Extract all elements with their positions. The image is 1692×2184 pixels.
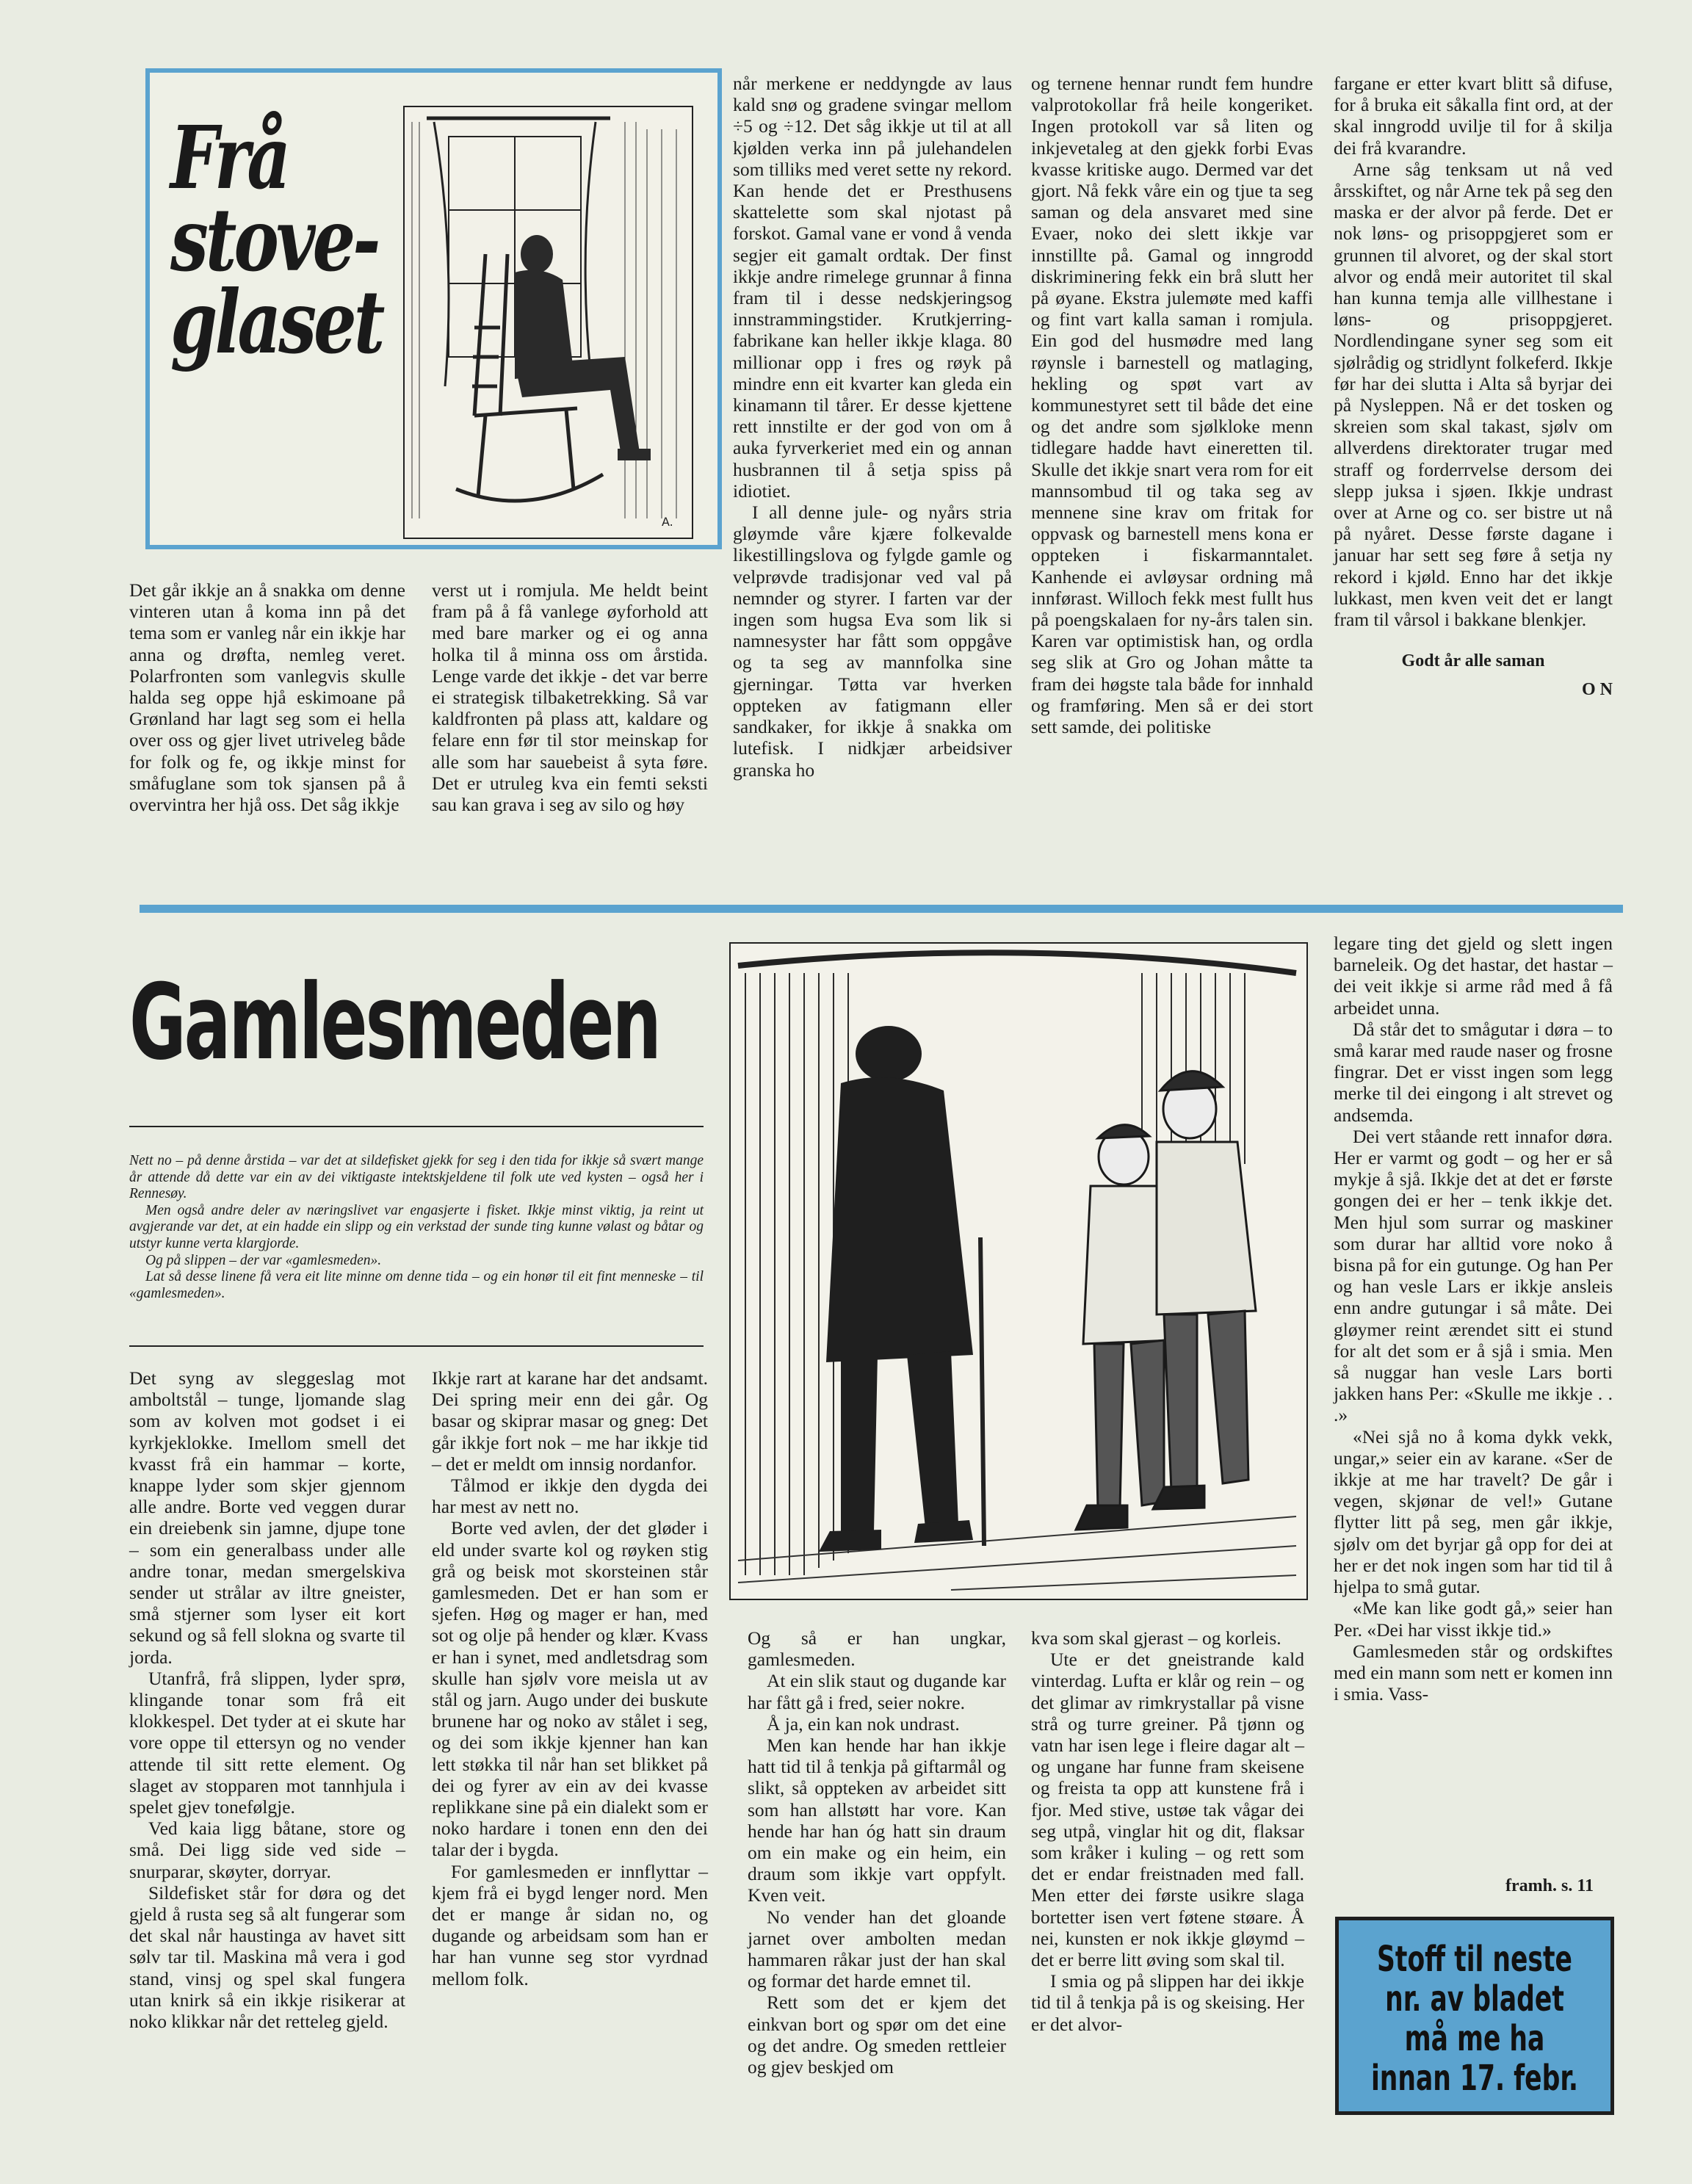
top-col-3 xyxy=(733,73,1012,781)
paragraph: «Nei sjå no å koma dykk vekk, ungar,» seier ein av karane. «Ser de ikkje at me har travelt? De går i vegen, skjønar de vel!» Gutane flytter litt på seg, men går ikkje, sjølv om det byrjar gå opp for dei at her er det nok ingen som har tid til å hjelpa to små gutar. xyxy=(1334,1425,1613,1598)
paragraph: Dei vert ståande rett innafor døra. Her er varmt og godt – og her er så mykje å sjå. Ikkje det at det er første gongen dei er her – tenk ikkje det. Men hjul som surrar og maskiner som durar har alltid vore noko å bisna på for ein gutunge. Og han Per og han vesle Lars er ikkje ansleis enn andre gutungar i så måte. Dei gløymer reint ærendet sitt ei stund for alt det som er å sjå i smia. Men så nuggar han vesle Lars borti jakken hans Per: «Skulle me ikkje . . .» xyxy=(1334,1125,1613,1426)
paragraph: Arne såg tenksam ut nå ved årsskiftet, og når Arne tek på seg den maska er der alvor på ferde. Det er nok løns- og prisoppgjeret som er grunnen til alvoret, og der skal stort alvor og endå meir autoritet til skal han kunna temja alle villhestane i løns- og prisoppgjeret. Nordlendingane syner seg som eit sjølrådig og stridlynt folkeferd. Ikkje før har dei slutta i Alta så byrjar dei på Nysleppen. Nå er det tosken og skreien som skal takast, sjølv om allverdens direktorater trugar med straff og forderrvelse dersom dei slepp juksa i sjøen. Ikkje undrast over at Arne og co. ser bistre ut nå på nyåret. Desse første dagane i januar har sett seg føre å setja ny rekord i kjøld. Enno har det ikkje lukkast, men kven veit det er langt fram til vårsol i bakkane blenkjer. xyxy=(1334,158,1613,631)
paragraph: I smia og på slippen har dei ikkje tid til å tenkja på is og skeising. Her er det alvor- xyxy=(1031,1970,1304,2035)
paragraph: «Me kan like godt gå,» seier han Per. «Dei har visst ikkje tid.» xyxy=(1334,1597,1613,1641)
continued-note: framh. s. 11 xyxy=(1505,1876,1594,1895)
paragraph: Rett som det er kjem det einkvan bort og spør om det eine og det andre. Og smeden rettleier og gjev beskjed om xyxy=(748,1992,1006,2078)
title-line-3: glaset xyxy=(170,271,383,373)
paragraph: Men kan hende har han ikkje hatt tid til å tenkja på giftarmål og slikt, så oppteken av arbeidet sitt som han allstøtt har vore. Kan hende har han óg hatt sin draum om ein make og ein heim, ein draum som ikkje vart oppfylt. Kven veit. xyxy=(748,1735,1006,1906)
intro-line: Nett no – på denne årstida – var det at sildefisket gjekk for seg i den tida for ikkje så svært mange år attende då dette var ein av dei viktigaste intektskjeldene til folk ute ved kysten – også her i Rennesøy. xyxy=(129,1153,704,1202)
bottom-col-5 xyxy=(1334,933,1613,1704)
paragraph: I all denne jule- og nyårs stria gløymde våre kjære folkevalde likestillingslova og fylgde gamle og velprøvde tradisjonar ved val på nemnder og styrer. I farten var der ingen som hugsa Eva som lik si namnesyster har fått som oppgåve og ta seg av mannfolka sine gjerningar. Tøtta var hverken oppteken av fatigmann eller sandkaker, for ikkje å snakka om lutefisk. I nidkjær arbeidsiver granska ho xyxy=(733,502,1012,781)
article-title-gamlesmeden: Gamlesmeden xyxy=(129,962,659,1083)
paragraph: verst ut i romjula. Me heldt beint fram på å få vanlege øyforhold att med bare marker og ei og anna holka til å minna oss om årstida. Lenge varde det ikkje - det var berre ei strategisk tilbaketrekking. Så var kaldfronten på plass att, kaldare og felare enn før til stor meinskap for alle som har sauebeist å syta føre. Det er utruleg kva ein femti seksti sau kan grava i seg av silo og høy xyxy=(432,579,708,816)
title-box xyxy=(145,68,722,549)
intro-bottom-rule xyxy=(129,1345,704,1347)
title-line-1: Frå xyxy=(170,106,289,209)
article-title-fra-stoveglaset xyxy=(170,106,383,373)
notice-line: må me ha xyxy=(1404,2018,1545,2059)
paragraph: Sildefisket står for døra og det gjeld å rusta seg så alt fungerar som det skal når haustinga av havet sitt sølv tar til. Maskina må vera i god stand, vinsj og spel skal fungera utan knirk så ein ikkje risikerar at noko klikkar når det retteleg gjeld. xyxy=(129,1881,405,2033)
paragraph: fargane er etter kvart blitt så difuse, for å bruka eit såkalla fint ord, at der skal inngrodd uvilje til for å skilja dei frå kvarandre. xyxy=(1334,73,1613,159)
title-line-2: stove- xyxy=(170,189,378,291)
man-in-rocking-chair-illustration xyxy=(403,106,693,539)
bottom-col-3 xyxy=(748,1627,1006,2078)
paragraph: legare ting det gjeld og slett ingen barneleik. Og det hastar, det hastar – dei veit ikkje si arme råd med å få arbeidet unna. xyxy=(1334,933,1613,1019)
notice-line: Stoff til neste xyxy=(1377,1939,1572,1980)
notice-line: nr. av bladet xyxy=(1385,1978,1564,2020)
closing-greeting: Godt år alle saman xyxy=(1401,651,1545,671)
paragraph: Å ja, ein kan nok undrast. xyxy=(767,1713,960,1735)
paragraph: Ikkje rart at karane har det andsamt. Dei spring meir enn dei går. Og basar og skiprar masar og gneg: Det går ikkje fort nok – me har ikkje tid – det er meldt om innsig nordanfor. xyxy=(432,1367,708,1475)
top-col-4 xyxy=(1031,73,1313,737)
paragraph: Ved kaia ligg båtane, store og små. Dei ligg side ved side – snurparar, skøyter, dorryar. xyxy=(129,1818,405,1882)
section-divider xyxy=(140,905,1623,913)
notice-line: innan 17. febr. xyxy=(1370,2058,1579,2099)
paragraph: Utanfrå, frå slippen, lyder sprø, klingande tonar som frå eit klokkespel. Det tyder at ei skute har vore oppe til ettersyn og no vender attende til sitt rette element. Og slaget av stopparen mot tannhjula i spelet gjev tonefølgje. xyxy=(129,1667,405,1818)
paragraph: Det syng av sleggeslag mot amboltstål – tunge, ljomande slag som av kolven mot godset i ei kyrkjeklokke. Imellom smell det kvasst frå ein hammar – korte, knappe lyder som skjer gjennom alle andre. Borte ved veggen durar ein dreiebenk sin jamne, djupe tone – som ein generalbass under alle andre tonar, medan smergelskiva sender ut strålar av iltre gneister, små stjerner som lyser eit kort sekund og så fell slokna og svarte til jorda. xyxy=(129,1367,405,1668)
paragraph: Då står det to smågutar i døra – to små karar med raude naser og frosne fingrar. Det er visst ingen som legg merke til dei eingong i alt strevet og andsemda. xyxy=(1334,1018,1613,1126)
intro-line: Lat så desse linene få vera eit lite minne om denne tida – og ein honør til eit fint menneske – til «gamlesmeden». xyxy=(129,1269,704,1301)
paragraph: For gamlesmeden er innflyttar – kjem frå ei bygd lenger nord. Men det er mange år sidan no, og dugande og arbeidsam som han er har han vunne seg stor vyrdnad mellom folk. xyxy=(432,1860,708,1989)
paragraph: Og så er han ungkar, gamlesmeden. xyxy=(748,1627,1006,1671)
paragraph: Borte ved avlen, der det gløder i eld under svarte kol og røyken stig grå og beisk mot skorsteinen står gamlesmeden. Det er han som er sjefen. Høg og mager er han, med sot og olje på hender og klær. Kvass er han i synet, med andletsdrag som skulle han sjølv vore meisla ut av stål og jarn. Augo under dei buskute brunene har og noko av stålet i seg, og dei som ikkje kjenner han kan lett støkka til når han set blikket på dei og fyrer av ein av dei kvasse replikkane sine på ein dialekt som er noko hardare i tonen enn den dei talar der i bygda. xyxy=(432,1517,708,1861)
intro-line: Men også andre deler av næringslivet var engasjerte i fisket. Ikkje minst viktig, ja reint ut avgjerande var det, at ein hadde ein slipp og ein verkstad der sunde ting kunne vølast og båtar og utstyr kunne verta klargjorde. xyxy=(129,1202,704,1251)
author-initials: O N xyxy=(1582,680,1613,700)
bottom-col-2 xyxy=(432,1367,708,1989)
bottom-col-4 xyxy=(1031,1627,1304,2035)
paragraph: Gamlesmeden står og ordskiftes med ein mann som nett er komen inn i smia. Vass- xyxy=(1334,1640,1613,1705)
intro-top-rule xyxy=(129,1126,704,1127)
bottom-col-1 xyxy=(129,1367,405,2032)
top-col-5 xyxy=(1334,73,1613,701)
paragraph: Det går ikkje an å snakka om denne vinteren utan å koma inn på det tema som er vanleg når ein ikkje har anna og drøfta, nemleg veret. Polarfronten som vanlegvis skulle halda seg oppe hjå eskimoane på Grønland har lagt seg som ei hella over oss og gjer livet utriveleg både for folk og fe, og ikkje minst for småfuglane som tok sjansen på å overvintra her hjå oss. Det såg ikkje xyxy=(129,579,405,816)
svg-text:A.: A. xyxy=(662,515,673,529)
paragraph: når merkene er neddyngde av laus kald snø og gradene svingar mellom ÷5 og ÷12. Det såg ikkje ut til at all kjølden verka inn på julehandelen som tilliks med veret sette ny rekord. Kan hende det er Presthusens skattelette som skal njotast på forskot. Gamal vane er vond å venda segjer eit gamalt ordtak. Der finst ikkje andre rimelege grunnar å finna fram til i desse nedskjeringsog innstrammingstider. Krutkjerring-fabrikane kan heller ikkje klaga. 80 millionar opp i fres og røyk på mindre enn eit kvarter kan gleda ein kinamann til tårer. Er desse kjettene rett innstilte er der god von om å auka fyrverkeriet med ein og annan husbrannen til å setja spiss på idiotiet. xyxy=(733,73,1012,502)
intro-paragraph xyxy=(129,1153,704,1302)
paragraph: Tålmod er ikkje den dygda dei har mest av nett no. xyxy=(432,1475,708,1518)
notice-box xyxy=(1335,1917,1614,2115)
paragraph: At ein slik staut og dugande kar har fått gå i fred, seier nokre. xyxy=(748,1670,1006,1713)
paragraph: kva som skal gjerast – og korleis. xyxy=(1031,1627,1281,1649)
paragraph: No vender han det gloande jarnet over ambolten medan hammaren råkar just der han skal og formar det harde emnet til. xyxy=(748,1906,1006,1992)
paragraph: Ute er det gneistrande kald vinterdag. Lufta er klår og rein – og det glimar av rimkrystallar på visne strå og turre greiner. På tjønn og vatn har isen lege i fleire dagar alt – og ungane har funne fram skeisene og freista ta opp att kunstene frå i fjor. Med stive, ustøe tak vågar dei seg utpå, vinglar hit og dit, flaksar som kråker i kuling – og rett som det er endar freistnaden med fall. Men etter dei første usikre slaga bortetter isen vert føtene støare. Å nei, kunsten er nok ikkje gløymd – det er berre litt øving som skal til. xyxy=(1031,1649,1304,1971)
smith-and-boys-illustration xyxy=(729,942,1308,1600)
notice-text xyxy=(1366,1939,1583,2098)
top-col-1 xyxy=(129,579,405,815)
rocking-chair-icon xyxy=(405,107,692,538)
intro-line: Og på slippen – der var «gamlesmeden». xyxy=(145,1252,382,1268)
paragraph: og ternene hennar rundt fem hundre valprotokollar frå heile kongeriket. Ingen protokoll var så liten og inkjevetaleg at den gjekk forbi Evas kvasse kritiske augo. Dermed var det gjort. Nå fekk våre ein og tjue ta seg saman og dela ansvaret med sine Evaer, noko dei slett ikkje var innstillte på. Gamal og inngrodd diskriminering fekk ein brå slutt her på øyane. Ekstra julemøte med kaffi og fint vart kalla saman i romjula. Ein god del husmødre med lang røynsle i barnestell og matlaging, hekling og spøt vart av kommunestyret sett til både det eine og det andre som sjølkloke menn tidlegare hadde havt eineretten til. Skulle det ikkje snart vera rom for eit mannsombud til og taka seg av mennene sine krav om fritak for oppvask og barnestell mens kona er oppteken i fiskarmanntalet. Kanhende ei avløysar ordning må innførast. Willoch fekk mest fullt hus på poengskalaen for ny-års talen sin. Karen var optimistisk han, og ordla seg slik at Gro og Johan måtte ta fram dei høgste tala både for innhald og framføring. Men så er dei stort sett samde, dei politiske xyxy=(1031,73,1313,738)
top-col-2 xyxy=(432,579,708,815)
smith-icon xyxy=(731,944,1306,1599)
